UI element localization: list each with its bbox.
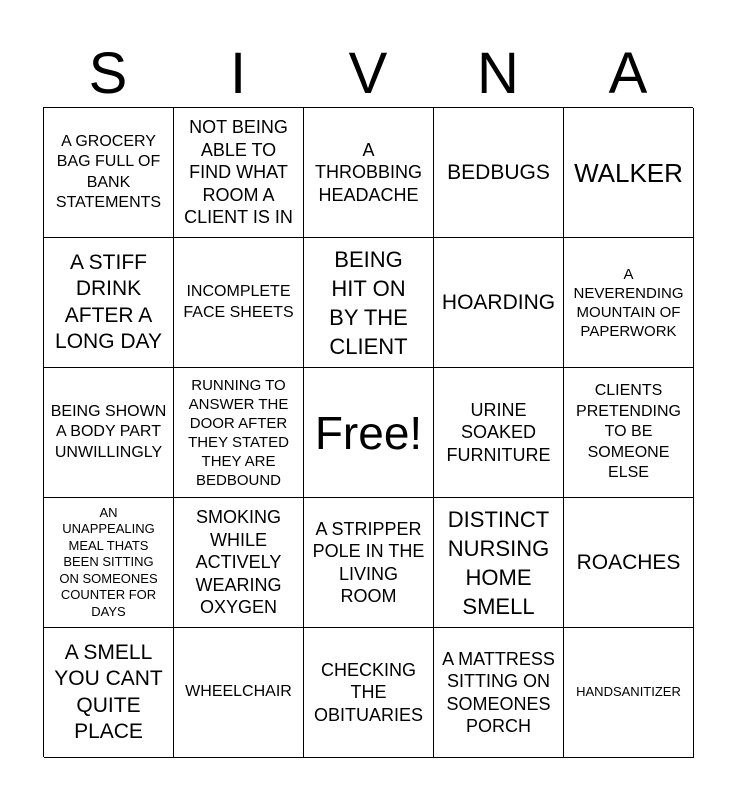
cell-text: ROACHES (576, 550, 681, 574)
cell-text: BEDBUGS (447, 160, 550, 184)
bingo-cell[interactable] (174, 108, 304, 238)
bingo-cell[interactable] (564, 238, 694, 368)
cell-text: BEING HIT ON BY THE CLIENT (329, 246, 408, 359)
cell-text: WHEELCHAIR (185, 683, 292, 701)
cell-text: SMOKING WHILE ACTIVELY WEARING OXYGEN (195, 507, 282, 618)
cell-text: RUNNING TO ANSWER THE DOOR AFTER THEY STATED THEY ARE BEDBOUND (188, 376, 289, 489)
cell-text: WALKER (574, 157, 683, 188)
bingo-header (43, 40, 693, 108)
bingo-cell[interactable] (434, 498, 564, 628)
cell-text: Free! (314, 406, 423, 459)
bingo-cell[interactable] (434, 368, 564, 498)
cell-text: AN UNAPPEALING MEAL THATS BEEN SITTING ON SOMEONES COUNTER FOR DAYS (59, 504, 158, 619)
cell-text: CHECKING THE OBITUARIES (313, 659, 424, 725)
bingo-cell[interactable] (44, 498, 174, 628)
header-letter-a: A (608, 41, 648, 106)
bingo-cell[interactable] (174, 498, 304, 628)
bingo-cell[interactable] (174, 628, 304, 758)
bingo-cell[interactable] (174, 368, 304, 498)
bingo-cell[interactable] (434, 108, 564, 238)
header-letter-i: I (229, 41, 247, 106)
cell-text: DISTINCT NURSING HOME SMELL (447, 506, 550, 619)
free-space[interactable] (304, 368, 434, 498)
cell-text: A STIFF DRINK AFTER A LONG DAY (55, 250, 162, 353)
header-letter-s: S (88, 41, 128, 106)
bingo-cell[interactable] (564, 628, 694, 758)
cell-text: A SMELL YOU CANT QUITE PLACE (54, 640, 163, 743)
bingo-cell[interactable] (304, 238, 434, 368)
cell-text: A THROBBING HEADACHE (314, 139, 422, 205)
bingo-cell[interactable] (304, 498, 434, 628)
cell-text: A MATTRESS SITTING ON SOMEONES PORCH (442, 648, 555, 736)
bingo-cell[interactable] (174, 238, 304, 368)
cell-text: BEING SHOWN A BODY PART UNWILLINGLY (50, 402, 167, 461)
cell-text: NOT BEING ABLE TO FIND WHAT ROOM A CLIENT IS IN (184, 117, 293, 228)
bingo-cell[interactable] (564, 368, 694, 498)
bingo-cell[interactable] (44, 238, 174, 368)
bingo-cell[interactable] (44, 628, 174, 758)
bingo-cell[interactable] (564, 108, 694, 238)
bingo-cell[interactable] (434, 238, 564, 368)
cell-text: A NEVERENDING MOUNTAIN OF PAPERWORK (573, 265, 684, 340)
bingo-cell[interactable] (304, 628, 434, 758)
cell-text: CLIENTS PRETENDING TO BE SOMEONE ELSE (576, 382, 681, 482)
bingo-cell[interactable] (434, 628, 564, 758)
cell-text: HOARDING (441, 290, 556, 314)
bingo-cell[interactable] (564, 498, 694, 628)
bingo-cell[interactable] (44, 368, 174, 498)
bingo-board (43, 107, 693, 757)
bingo-cell[interactable] (304, 108, 434, 238)
cell-text: A STRIPPER POLE IN THE LIVING ROOM (312, 518, 425, 606)
header-letter-v: V (348, 41, 388, 106)
cell-text: A GROCERY BAG FULL OF BANK STATEMENTS (55, 132, 162, 211)
bingo-cell[interactable] (44, 108, 174, 238)
cell-text: URINE SOAKED FURNITURE (446, 399, 551, 465)
cell-text: HANDSANITIZER (576, 684, 681, 700)
header-letter-n: N (477, 41, 519, 106)
cell-text: INCOMPLETE FACE SHEETS (183, 283, 294, 321)
